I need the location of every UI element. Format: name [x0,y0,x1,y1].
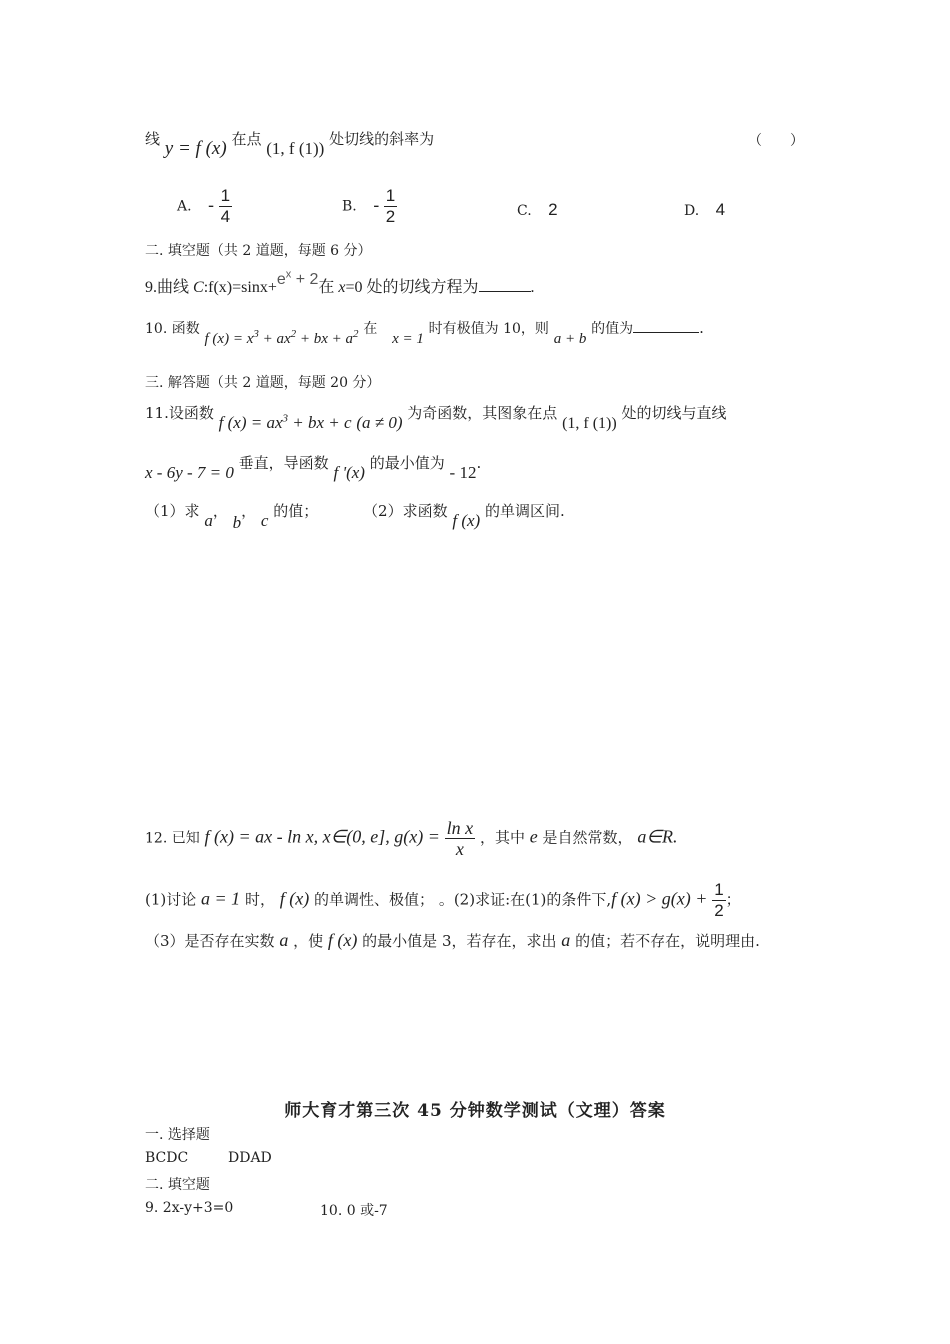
q8-suffix: 处切线的斜率为 [329,130,435,148]
answers-fill-9: 9. 2x-y+3=0 [145,1200,234,1216]
option-label: A. [177,198,192,215]
q11-fx2: f (x) [452,511,481,530]
q10-power2: 2 [290,328,297,340]
q12-p1-inequality: f (x) > g(x) + [611,888,708,909]
option-sign: - [208,194,215,216]
q8-at-point: 在点 [231,130,262,148]
q11-point: (1, f (1)) [562,415,617,432]
q12-mid: ，其中 [479,828,525,847]
section3-title: 三. 解答题（共 2 道题，每题 20 分） [145,375,381,391]
q10-power3: 2 [353,328,359,340]
q12-fraction [445,818,476,859]
q12-p1-fx: f (x) [279,888,310,909]
q12-p3-var-a2: a [561,930,571,950]
q11-line2-end: 的最小值为 [369,454,445,472]
answers-fill-10: 10. 0 或-7 [320,1203,388,1219]
answers-choices-2: DDAD [228,1150,272,1166]
q10-blank[interactable] [633,318,699,333]
q8-option-b [342,186,397,227]
q10-mid: 时有极值为 10，则 [428,321,549,337]
q9-plus2: + 2 [291,271,319,288]
section2-title: 二. 填空题（共 2 道题，每题 6 分） [145,243,372,259]
q10-power1: 3 [253,328,259,340]
q10-term3: + bx + a [296,331,354,347]
q11-var-c: c [260,511,269,530]
q12-part3 [145,930,760,951]
fraction-denominator: x [455,839,464,859]
q11-part2-label: （2）求函数 [363,502,448,520]
q12-stem [145,818,678,859]
q12-part1 [145,880,741,921]
option-fraction [219,186,232,227]
option-sign: - [373,194,380,216]
q8-prefix: 线 [145,130,161,148]
q11-mid: 为奇函数，其图象在点 [407,404,558,422]
q12-a-in-r: a∈R. [637,826,678,847]
q11-part1-label: （1）求 [145,502,200,520]
q11-part1-end: 的值； [273,502,319,520]
q9-end: . [530,279,535,296]
q12-p1-a: (1)讨论 [145,890,197,909]
q8-paren: （ ） [748,133,804,149]
q8-point: (1, f (1)) [266,139,325,158]
q10-dot: . [699,319,704,337]
option-fraction [384,186,397,227]
q9-body: :f(x)=sinx+ [203,279,277,296]
q12-p3-var-a: a [279,930,289,950]
q11-stem-line3 [145,500,565,532]
q11-line2-dot: . [476,454,482,472]
q12-p3-b: ，使 [293,932,324,950]
q11-stem-line2 [145,452,482,482]
q12-p1-a-eq: a = 1 [201,888,241,909]
fraction-numerator: ln x [446,818,474,838]
answers-section1: 一. 选择题 [145,1127,210,1143]
q9-x: x [338,279,346,296]
q12-e: e [529,826,538,847]
option-value: 4 [715,200,726,219]
q12-p1-d: 。(2)求证:在(1)的条件下, [438,890,612,909]
q11-part2-end: 的单调区间. [485,502,565,520]
q9-mid: 在 [318,279,339,296]
q11-rest: + bx + c [288,413,352,432]
fraction-denominator: 2 [385,207,396,226]
q12-p3-fx: f (x) [327,930,358,950]
fraction-numerator: 1 [220,186,231,205]
q12-p3-a: （3）是否存在实数 [145,932,275,950]
q8-option-d [684,200,725,220]
q8-expr-y: y = f (x) [164,138,227,159]
q11-var-b: b [232,513,242,532]
q11-fx: f (x) = ax [218,413,283,432]
q12-p1-b: 时， [244,890,275,909]
q10-x-eq: x = 1 [392,331,424,347]
q10-stem [145,318,704,347]
q12-p1-end: ； [725,890,741,909]
q8-stem [145,128,435,159]
q11-stem-line1 [145,402,727,432]
q9-exp-base: e [276,271,286,288]
option-label: C. [517,203,532,219]
q10-at: 在 [363,321,378,337]
q10-prefix: 10. 函数 [145,321,200,337]
option-label: B. [342,198,357,215]
q10-fx: f (x) = x [204,331,254,347]
q11-derivative: f '(x) [333,463,365,482]
q11-min-value: - 12 [449,463,477,482]
q10-end: 的值为 [591,321,634,337]
q11-prefix: 11.设函数 [145,404,214,422]
q10-term2: + ax [258,331,291,347]
q12-p1-fraction [712,880,725,921]
q9-exp-power: x [285,268,292,281]
q11-condition: (a ≠ 0) [356,413,403,432]
answers-choices-1: BCDC [145,1150,189,1166]
q11-comma2: ， [241,502,257,520]
fraction-numerator: 1 [714,880,724,899]
fraction-denominator: 4 [220,207,231,226]
q11-power: 3 [282,412,288,425]
q12-p3-d: 的值；若不存在，说明理由. [575,932,760,950]
q11-comma1: ， [212,502,228,520]
option-label: D. [684,203,700,219]
q12-p3-c: 的最小值是 3，若存在，求出 [362,932,557,950]
q12-mid2: 是自然常数， [542,828,633,847]
q11-end: 处的切线与直线 [621,404,727,422]
q11-line-equation: x - 6y - 7 = 0 [145,463,234,482]
q11-function [219,413,352,432]
option-value: 2 [548,200,558,219]
q9-exp [276,268,319,288]
answers-title: 师大育才第三次 45 分钟数学测试（文理）答案 [284,1101,666,1121]
q12-expression: f (x) = ax - ln x, x∈(0, e], g(x) = [204,826,440,847]
q8-option-a [177,186,232,227]
q9-blank[interactable] [479,277,531,292]
answers-section2: 二. 填空题 [145,1177,210,1193]
q11-line2-mid: 垂直，导函数 [238,454,329,472]
q9-rest: =0 处的切线方程为 [345,279,479,296]
fraction-numerator: 1 [385,186,396,205]
q9-curve-c: C [193,279,204,296]
q10-function [204,328,359,347]
q9-prefix: 9.曲线 [145,279,194,296]
q12-p1-c: 的单调性、极值； [314,890,435,909]
fraction-denominator: 2 [714,901,724,920]
q8-option-c [517,200,558,220]
q12-prefix: 12. 已知 [145,830,200,847]
q11-var-a: a [204,511,213,530]
q10-a-plus-b: a + b [553,331,587,347]
q9-stem [145,268,535,297]
